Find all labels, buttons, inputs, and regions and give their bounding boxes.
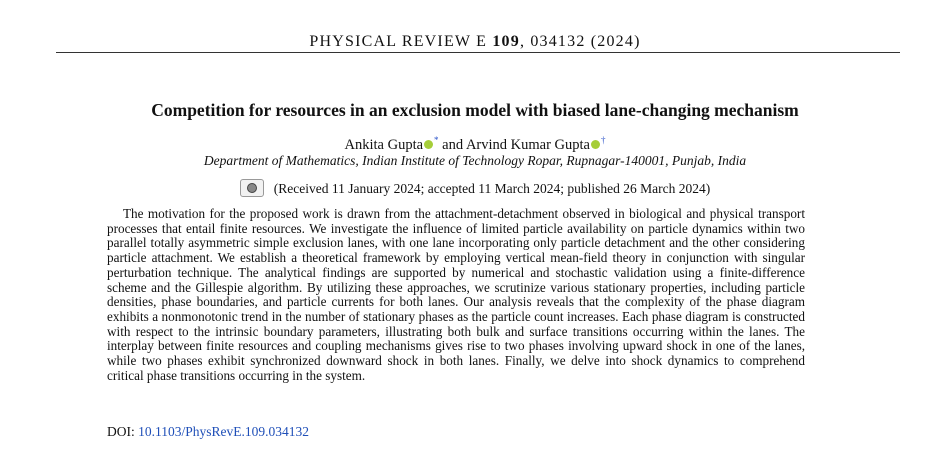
- abstract: The motivation for the proposed work is drawn from the attachment-detachment observed in biological and physical transport processes that entail finite resources. We investigate the influence of limited particle availability on particle dynamics within two parallel totally asymmetric simple exclusion lanes, with one lane incorporating only particle detachment and the other considering particle attachment. We establish a theoretical framework by employing vertical mean-field theory in conjunction with singular perturbation technique. The analytical findings are supported by numerical and stochastic validation using a finite-difference scheme and the Gillespie algorithm. By utilizing these approaches, we scrutinize various stationary properties, including particle densities, phase boundaries, and particle currents for both lanes. Our analysis reveals that the complexity of the phase diagram exhibits a nonmonotonic trend in the number of stationary phases as the particle count increases. Each phase diagram is constructed with respect to the intrinsic boundary parameters, illustrating both bulk and surface transitions occurring within the lanes. The interplay between finite resources and coupling mechanisms gives rise to two phases involving upward shock in one of the lanes, while two phases exhibit synchronized downward shock in both lanes. Finally, we delve into shock dynamics to comprehend critical phase transitions occurring in the system.: [107, 206, 805, 383]
- header-rule: [56, 52, 900, 53]
- footnote-mark[interactable]: †: [600, 135, 606, 145]
- orcid-icon[interactable]: [591, 140, 600, 149]
- dates-text: (Received 11 January 2024; accepted 11 March 2024; published 26 March 2024): [273, 181, 711, 196]
- journal-name: PHYSICAL REVIEW E: [309, 33, 488, 50]
- orcid-icon[interactable]: [424, 140, 433, 149]
- author-name: Arvind Kumar Gupta: [465, 137, 590, 153]
- doi-line: [107, 424, 309, 440]
- journal-article-info: , 034132 (2024): [519, 33, 641, 50]
- doi-link[interactable]: 10.1103/PhysRevE.109.034132: [138, 424, 310, 439]
- journal-header: [0, 33, 950, 51]
- author-separator: and: [438, 137, 466, 153]
- affiliation: Department of Mathematics, Indian Institute of Technology Ropar, Rupnagar-140001, Punjab, India: [203, 153, 747, 168]
- author-list: [0, 135, 950, 154]
- check-for-updates-icon[interactable]: [240, 179, 264, 197]
- journal-volume: 109: [492, 33, 520, 50]
- publication-dates: [0, 179, 950, 197]
- doi-label: DOI:: [107, 424, 139, 439]
- paper-title: Competition for resources in an exclusion model with biased lane-changing mechanism: [151, 100, 799, 120]
- footnote-mark[interactable]: *: [434, 135, 439, 145]
- author-name: Ankita Gupta: [344, 137, 424, 153]
